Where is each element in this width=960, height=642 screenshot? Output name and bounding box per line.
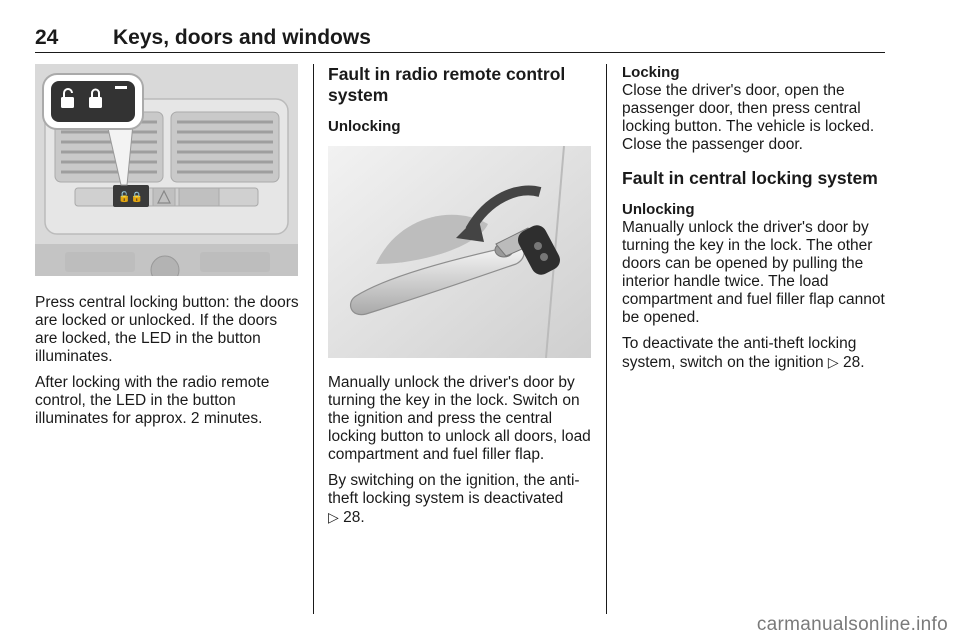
page-reference-icon: ▷ (328, 509, 339, 525)
page-reference-icon: ▷ (827, 354, 839, 370)
central-locking-button-figure (35, 64, 298, 276)
subheading: Unlocking (328, 118, 401, 135)
section-heading: Fault in radio remote control system (328, 64, 566, 105)
column-divider-2 (606, 64, 607, 614)
page-reference[interactable]: 28. (343, 509, 365, 526)
paragraph: Manually unlock the driver's door by turning the key in the lock. The other doors can be opened by pulling the interior handle twice. The load compartment and fuel filler flap cannot be opened. (622, 219, 885, 326)
paragraph-with-reference: To deactivate the anti-theft locking system, switch on the ignition ▷ 28. (622, 335, 865, 371)
paragraph: Manually unlock the driver's door by turning the key in the lock. Switch on the ignition and press the central locking button to unlock all doors, load compartment and fuel filler flap. (328, 374, 591, 463)
door-handle-key-illustration (328, 146, 591, 358)
paragraph: After locking with the radio remote control, the LED in the button illuminates for approx. 2 minutes. (35, 374, 270, 427)
column-2 (328, 64, 593, 535)
subheading: Unlocking (622, 201, 695, 218)
section-heading: Fault in central locking system (622, 168, 878, 188)
paragraph-with-reference: By switching on the ignition, the anti-theft locking system is deactivated ▷ 28. (328, 472, 580, 526)
page-number: 24 (35, 26, 59, 49)
section-title: Keys, doors and windows (113, 26, 371, 49)
paragraph: Close the driver's door, open the passenger door, then press central locking button. The vehicle is locked. Close the passenger door. (622, 82, 875, 153)
page-reference[interactable]: 28. (843, 354, 865, 371)
door-handle-figure (328, 146, 591, 358)
column-divider-1 (313, 64, 314, 614)
dashboard-vents-illustration (35, 64, 298, 276)
watermark-link[interactable]: carmanualsonline.info (756, 614, 948, 635)
column-3 (622, 64, 887, 380)
paragraph: Press central locking button: the doors are locked or unlocked. If the doors are locked, the LED in the button illuminates. (35, 294, 299, 365)
page-header (35, 22, 885, 53)
column-1 (35, 64, 300, 436)
subheading: Locking (622, 64, 680, 81)
svg-text:🔓🔒: 🔓🔒 (118, 192, 143, 203)
